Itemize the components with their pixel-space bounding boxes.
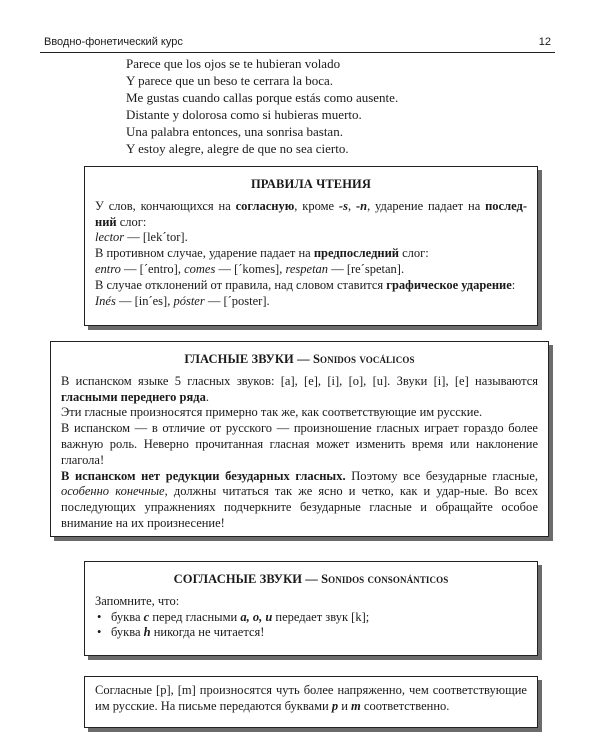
poem-line: Parece que los ojos se te hubieran volado [126, 56, 341, 71]
rule-2-example: entro — [´entro], comes — [´komes], respetan — [re´spetan]. [95, 261, 405, 276]
vowels-title: ГЛАСНЫЕ ЗВУКИ — Sonidos vocálicos [184, 352, 415, 366]
consonants-title: СОГЛАСНЫЕ ЗВУКИ — Sonidos consonánticos [173, 572, 449, 586]
reading-rules-title: ПРАВИЛА ЧТЕНИЯ [250, 177, 372, 191]
vowels-p3: В испанском — в отличие от русского — произношение гласных играет гораздо более важную роль. Неверно прочитанная гласная может изменить время или наклонение глагола! [61, 421, 538, 467]
page-number: 12 [538, 36, 551, 48]
list-item: • буква h никогда не читается! [95, 625, 527, 641]
vowels-box [50, 341, 549, 537]
rule-1: У слов, кончающихся на согласную, кроме -s, -n, ударение падает на послед-ний слог: [95, 198, 527, 229]
consonants-list [95, 610, 527, 642]
rule-3-example: Inés — [in´es], póster — [´poster]. [95, 293, 270, 308]
poem-line: Y estoy alegre, alegre de que no sea cierto. [126, 141, 349, 156]
poem-line: Una palabra entonces, una sonrisa bastan. [126, 124, 343, 139]
running-header [40, 34, 555, 53]
course-title: Вводно-фонетический курс [44, 36, 183, 48]
vowels-p1: В испанском языке 5 гласных звуков: [a], [e], [i], [o], [u]. Звуки [i], [e] называются гласными переднего ряда. [61, 373, 538, 404]
note-box [84, 676, 538, 728]
vowels-p2: Эти гласные произносятся примерно так же, как соответствующие им русские. [61, 405, 483, 420]
consonants-intro: Запомните, что: [95, 593, 180, 608]
reading-rules-box [84, 166, 538, 326]
rule-3: В случае отклонений от правила, над словом ставится графическое ударение: [95, 277, 516, 292]
poem-line: Distante y dolorosa como si hubieras muerto. [126, 107, 362, 122]
list-item: • буква c перед гласными a, o, u передает звук [k]; [95, 610, 527, 626]
consonants-box [84, 561, 538, 656]
poem-line: Y parece que un beso te cerrara la boca. [126, 73, 334, 88]
rule-1-example: lector — [lek´tor]. [95, 230, 188, 245]
poem-line: Me gustas cuando callas porque estás como ausente. [126, 90, 399, 105]
rule-2: В противном случае, ударение падает на предпоследний слог: [95, 246, 429, 261]
poem [126, 55, 398, 157]
note-text: Согласные [p], [m] произносятся чуть более напряженно, чем соответствующие им русские. На письме передаются буквами p и m соответственно. [95, 683, 527, 713]
vowels-p4: В испанском нет редукции безударных гласных. Поэтому все безударные гласные, особенно конечные, должны читаться так же ясно и четко, как и удар-ные. Во всех последующих упражнениях подчеркните безударные гласные и обращайте особое внимание на их произнесение! [61, 468, 538, 530]
